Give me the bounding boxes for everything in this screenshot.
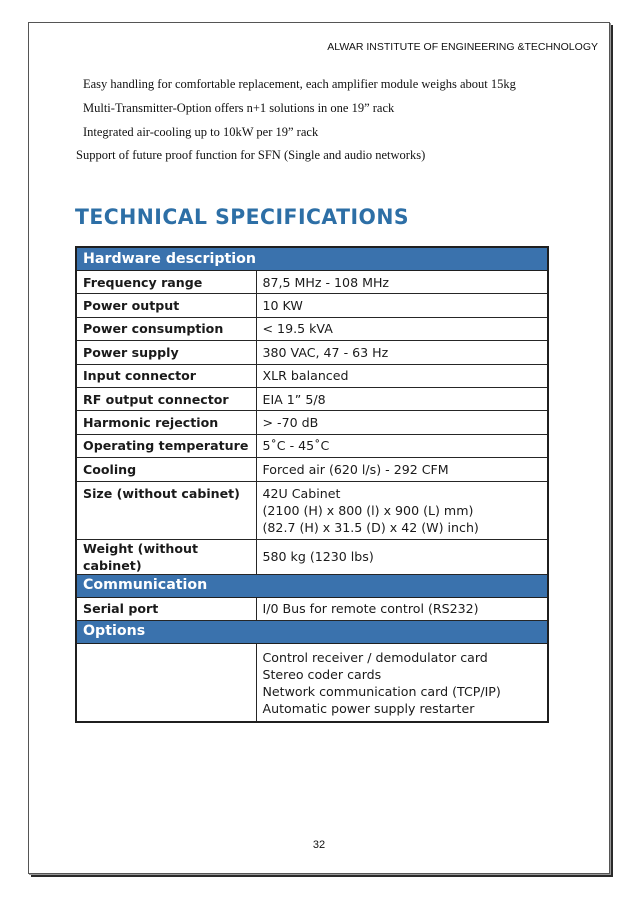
spec-label: Frequency range [76,271,256,294]
spec-value-line: Network communication card (TCP/IP) [262,683,501,699]
table-row [76,597,548,620]
spec-value-line: Automatic power supply restarter [262,700,475,716]
spec-label: Size (without cabinet) [76,481,256,539]
table-row [76,317,548,340]
section-header-row [76,620,548,643]
table-row [76,458,548,481]
spec-label: Harmonic rejection [76,411,256,434]
table-row [76,411,548,434]
section-heading: Communication [76,574,548,597]
spec-label [76,643,256,722]
spec-value: 87,5 MHz - 108 MHz [256,271,548,294]
spec-value: 10 KW [256,294,548,317]
table-row [76,481,548,539]
spec-label: RF output connector [76,387,256,410]
spec-value: 580 kg (1230 lbs) [256,539,548,574]
feature-item: Easy handling for comfortable replacement, each amplifier module weighs about 15kg [83,77,516,91]
table-row [76,341,548,364]
section-heading: Options [76,620,548,643]
spec-label: Operating temperature [76,434,256,457]
feature-item: Support of future proof function for SFN (Single and audio networks) [76,148,426,162]
spec-value [256,481,548,539]
spec-label: Cooling [76,458,256,481]
spec-title: TECHNICAL SPECIFICATIONS [75,205,410,229]
table-row [76,364,548,387]
page-number: 32 [312,839,326,851]
spec-value-line: Stereo coder cards [262,666,382,682]
spec-table [75,246,549,723]
page-header: ALWAR INSTITUTE OF ENGINEERING &TECHNOLOGY [327,41,598,53]
section-header-row [76,574,548,597]
table-row [76,387,548,410]
spec-label: Power consumption [76,317,256,340]
spec-value: EIA 1” 5/8 [256,387,548,410]
spec-value-line: (2100 (H) x 800 (l) x 900 (L) mm) [262,502,474,518]
spec-label: Weight (without cabinet) [76,539,256,574]
spec-value-line: 42U Cabinet [262,485,341,501]
spec-value: > -70 dB [256,411,548,434]
section-heading: Hardware description [76,247,548,271]
table-row [76,643,548,722]
spec-value: 380 VAC, 47 - 63 Hz [256,341,548,364]
spec-value-line: (82.7 (H) x 31.5 (D) x 42 (W) inch) [262,519,479,535]
spec-label: Power supply [76,341,256,364]
spec-value: 5˚C - 45˚C [256,434,548,457]
feature-item: Multi-Transmitter-Option offers n+1 solutions in one 19” rack [83,101,395,115]
spec-value: < 19.5 kVA [256,317,548,340]
table-row [76,271,548,294]
spec-label: Serial port [76,597,256,620]
spec-value: Forced air (620 l/s) - 292 CFM [256,458,548,481]
table-row [76,294,548,317]
feature-item: Integrated air-cooling up to 10kW per 19” rack [83,125,319,139]
spec-value [256,643,548,722]
section-header-row [76,247,548,271]
spec-value: XLR balanced [256,364,548,387]
spec-value: I/0 Bus for remote control (RS232) [256,597,548,620]
table-row [76,434,548,457]
table-row [76,539,548,574]
spec-value-line: Control receiver / demodulator card [262,649,488,665]
spec-label: Power output [76,294,256,317]
spec-label: Input connector [76,364,256,387]
